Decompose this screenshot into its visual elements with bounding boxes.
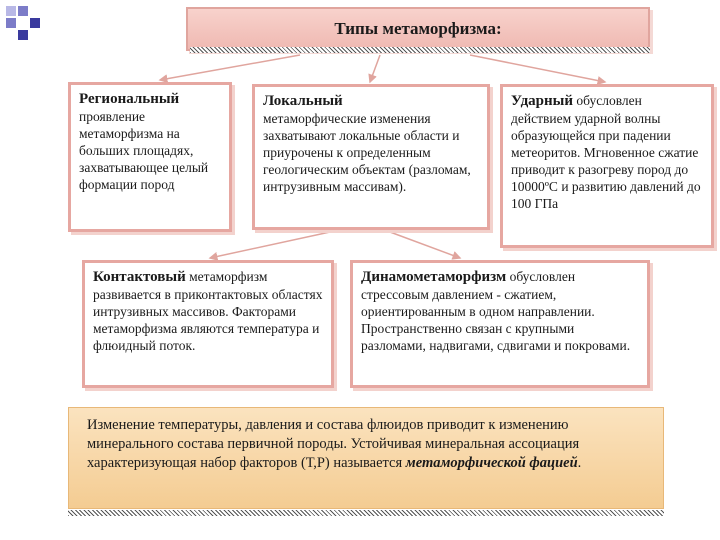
note-hatch xyxy=(68,510,664,516)
type-text: проявление метаморфизма на больших площадях, захватывающее целый формации пород xyxy=(79,109,209,192)
arrow-to-contact xyxy=(210,232,330,258)
note-text: Изменение температуры, давления и состава флюидов приводит к изменению минерального состава первичной породы. Устойчивая минеральная ассоциация характеризующая набор факторов (Т,Р) называется xyxy=(87,417,580,471)
arrow-to-dynamo xyxy=(390,232,460,258)
arrow-to-impact xyxy=(470,55,605,82)
note-term: метаморфической фацией xyxy=(405,455,578,471)
type-box-local xyxy=(252,84,490,230)
type-box-contact xyxy=(82,260,334,388)
arrow-to-local xyxy=(370,55,380,82)
type-name: Региональный xyxy=(79,91,180,107)
arrow-to-regional xyxy=(160,55,300,80)
note-end: . xyxy=(577,455,582,471)
type-name: Ударный xyxy=(511,93,573,109)
type-text: метаморфические изменения захватывают локальные области и приурочены к определенным геологическим объектам (разломам, интрузивным массивам). xyxy=(263,111,471,194)
type-box-regional xyxy=(68,82,232,232)
type-name: Локальный xyxy=(263,93,343,109)
type-name: Контактовый xyxy=(93,269,186,285)
title-hatch xyxy=(190,47,650,53)
type-box-dynamo xyxy=(350,260,650,388)
facies-note xyxy=(68,407,664,509)
page-title xyxy=(186,7,650,51)
type-text: обусловлен стрессовым давлением - сжатием, ориентированным в одном направлении. Пространственно связан с крупными разломами, надвигами, сдвигами и покровами. xyxy=(361,269,631,353)
type-text: метаморфизм развивается в приконтактовых областях интрузивных массивов. Факторами метаморфизма являются температура и флюидный поток. xyxy=(93,269,323,353)
type-box-impact xyxy=(500,84,714,248)
title-text: Типы метаморфизма: xyxy=(334,19,502,38)
type-name: Динамометаморфизм xyxy=(361,269,507,285)
type-text: обусловлен действием ударной волны образующейся при падении метеоритов. Мгновенное сжатие приводит к разогреву пород до 10000ºС и развитию давлений до 100 ГПа xyxy=(511,93,701,211)
